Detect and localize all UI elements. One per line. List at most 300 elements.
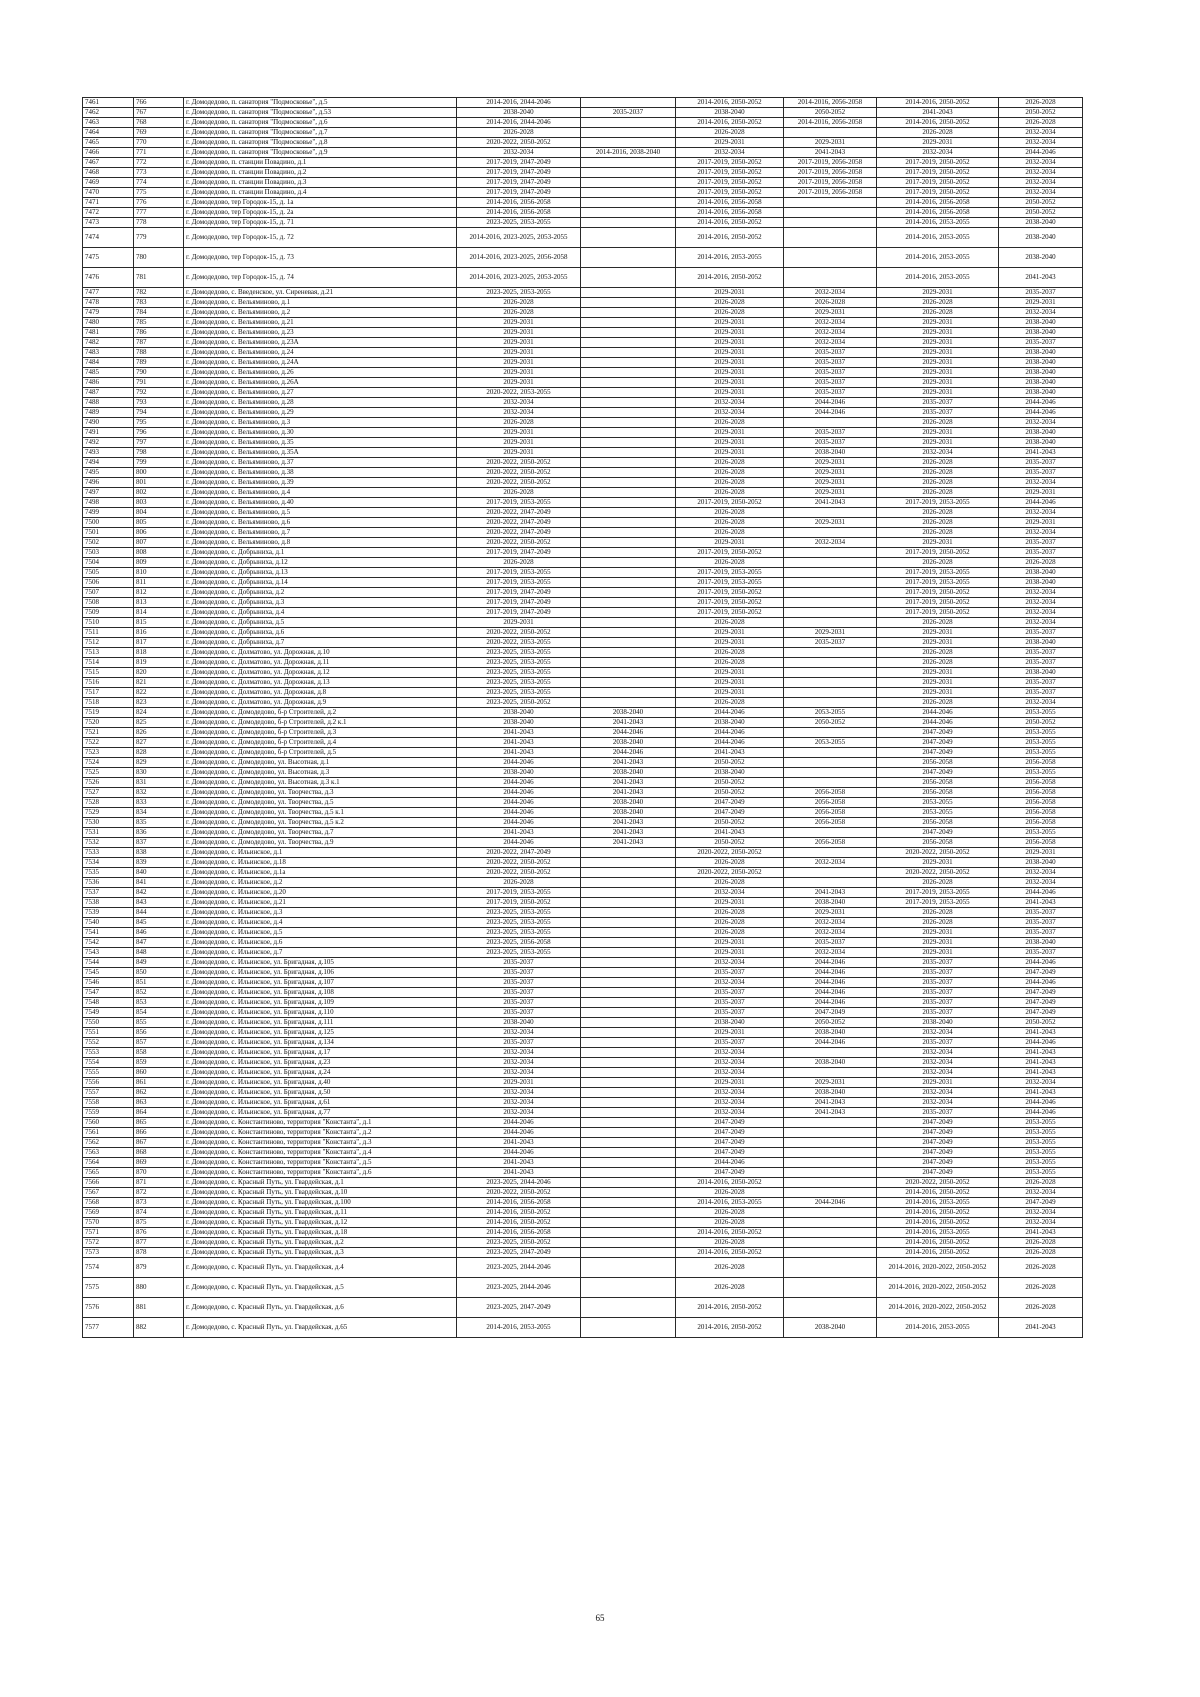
period-col3-cell: 2029-2031 [676, 1028, 784, 1038]
row-number-cell: 7540 [83, 918, 134, 928]
period-col3-cell: 2026-2028 [676, 698, 784, 708]
table-row [83, 658, 1083, 668]
period-col4-cell: 2044-2046 [784, 408, 877, 418]
period-col5-cell: 2014-2016, 2053-2055 [877, 218, 999, 228]
address-cell: г. Домодедово, с. Добрыниха, д.7 [184, 638, 457, 648]
period-col2-cell [581, 1218, 676, 1228]
row-number-cell: 7484 [83, 358, 134, 368]
period-col3-cell: 2035-2037 [676, 998, 784, 1008]
row-number-cell: 7566 [83, 1178, 134, 1188]
period-col1-cell: 2044-2046 [457, 1148, 581, 1158]
row-number-cell: 7464 [83, 128, 134, 138]
period-col1-cell: 2044-2046 [457, 818, 581, 828]
period-col6-cell: 2026-2028 [999, 1248, 1083, 1258]
period-col6-cell: 2032-2034 [999, 1078, 1083, 1088]
period-col3-cell: 2026-2028 [676, 618, 784, 628]
period-col3-cell: 2014-2016, 2050-2052 [676, 228, 784, 248]
object-id-cell: 828 [134, 748, 184, 758]
period-col4-cell [784, 728, 877, 738]
row-number-cell: 7505 [83, 568, 134, 578]
period-col4-cell [784, 1068, 877, 1078]
period-col6-cell: 2056-2058 [999, 838, 1083, 848]
period-col5-cell: 2029-2031 [877, 438, 999, 448]
period-col2-cell [581, 298, 676, 308]
period-col4-cell [784, 218, 877, 228]
period-col3-cell: 2026-2028 [676, 518, 784, 528]
period-col1-cell: 2014-2016, 2023-2025, 2056-2058 [457, 248, 581, 268]
period-col3-cell: 2038-2040 [676, 718, 784, 728]
table-row [83, 1228, 1083, 1238]
period-col5-cell: 2038-2040 [877, 1018, 999, 1028]
period-col1-cell: 2029-2031 [457, 348, 581, 358]
period-col5-cell: 2047-2049 [877, 1118, 999, 1128]
object-id-cell: 847 [134, 938, 184, 948]
table-row [83, 128, 1083, 138]
period-col3-cell: 2026-2028 [676, 648, 784, 658]
period-col1-cell: 2017-2019, 2047-2049 [457, 598, 581, 608]
row-number-cell: 7473 [83, 218, 134, 228]
period-col3-cell: 2044-2046 [676, 738, 784, 748]
period-col2-cell [581, 388, 676, 398]
row-number-cell: 7503 [83, 548, 134, 558]
period-col2-cell [581, 1198, 676, 1208]
table-row [83, 1038, 1083, 1048]
period-col1-cell: 2029-2031 [457, 318, 581, 328]
row-number-cell: 7472 [83, 208, 134, 218]
period-col6-cell: 2032-2034 [999, 128, 1083, 138]
period-col1-cell: 2029-2031 [457, 438, 581, 448]
address-cell: г. Домодедово, с. Домодедово, ул. Творчества, д.5 к.1 [184, 808, 457, 818]
table-row [83, 878, 1083, 888]
object-id-cell: 846 [134, 928, 184, 938]
period-col4-cell [784, 418, 877, 428]
period-col6-cell: 2056-2058 [999, 758, 1083, 768]
period-col2-cell [581, 1068, 676, 1078]
period-col1-cell: 2020-2022, 2050-2052 [457, 858, 581, 868]
period-col2-cell [581, 1128, 676, 1138]
period-col6-cell: 2038-2040 [999, 388, 1083, 398]
period-col1-cell: 2017-2019, 2047-2049 [457, 188, 581, 198]
row-number-cell: 7516 [83, 678, 134, 688]
address-cell: г. Домодедово, с. Домодедово, б-р Строителей, д.4 [184, 738, 457, 748]
table-row [83, 708, 1083, 718]
address-cell: г. Домодедово, тер Городок-15, д. 71 [184, 218, 457, 228]
object-id-cell: 843 [134, 898, 184, 908]
period-col2-cell [581, 138, 676, 148]
period-col3-cell: 2014-2016, 2050-2052 [676, 1248, 784, 1258]
period-col3-cell: 2032-2034 [676, 1088, 784, 1098]
address-cell: г. Домодедово, с. Вельяминово, д.4 [184, 488, 457, 498]
period-col2-cell [581, 508, 676, 518]
period-col5-cell: 2047-2049 [877, 828, 999, 838]
period-col5-cell: 2032-2034 [877, 1058, 999, 1068]
period-col3-cell: 2032-2034 [676, 1058, 784, 1068]
period-col1-cell: 2023-2025, 2056-2058 [457, 938, 581, 948]
period-col4-cell: 2032-2034 [784, 328, 877, 338]
object-id-cell: 880 [134, 1278, 184, 1298]
period-col3-cell: 2017-2019, 2050-2052 [676, 188, 784, 198]
period-col2-cell [581, 1138, 676, 1148]
period-col6-cell: 2056-2058 [999, 778, 1083, 788]
address-cell: г. Домодедово, с. Красный Путь, ул. Гвардейская, д.10 [184, 1188, 457, 1198]
table-row [83, 1298, 1083, 1318]
period-col2-cell [581, 268, 676, 288]
period-col3-cell: 2014-2016, 2056-2058 [676, 198, 784, 208]
period-col2-cell [581, 648, 676, 658]
address-cell: г. Домодедово, с. Вельяминово, д.27 [184, 388, 457, 398]
table-row [83, 308, 1083, 318]
table-row [83, 368, 1083, 378]
address-cell: г. Домодедово, с. Ильинское, д.1 [184, 848, 457, 858]
table-row [83, 1028, 1083, 1038]
period-col4-cell [784, 1298, 877, 1318]
period-col5-cell: 2017-2019, 2053-2055 [877, 898, 999, 908]
address-cell: г. Домодедово, п. санатория "Подмосковье", д.6 [184, 118, 457, 128]
row-number-cell: 7497 [83, 488, 134, 498]
period-col6-cell: 2041-2043 [999, 1058, 1083, 1068]
table-row [83, 698, 1083, 708]
table-row [83, 388, 1083, 398]
period-col3-cell: 2017-2019, 2050-2052 [676, 168, 784, 178]
address-cell: г. Домодедово, с. Ильинское, ул. Бригадная, д.40 [184, 1078, 457, 1088]
object-id-cell: 857 [134, 1038, 184, 1048]
period-col1-cell: 2023-2025, 2053-2055 [457, 678, 581, 688]
address-cell: г. Домодедово, с. Домодедово, ул. Творчества, д.3 [184, 788, 457, 798]
period-col1-cell: 2041-2043 [457, 738, 581, 748]
period-col5-cell: 2014-2016, 2056-2058 [877, 198, 999, 208]
period-col1-cell: 2041-2043 [457, 1168, 581, 1178]
period-col4-cell [784, 248, 877, 268]
period-col4-cell: 2029-2031 [784, 908, 877, 918]
object-id-cell: 851 [134, 978, 184, 988]
period-col4-cell: 2053-2055 [784, 738, 877, 748]
period-col3-cell: 2026-2028 [676, 1188, 784, 1198]
object-id-cell: 786 [134, 328, 184, 338]
table-row [83, 748, 1083, 758]
period-col2-cell: 2038-2040 [581, 708, 676, 718]
period-col3-cell: 2026-2028 [676, 488, 784, 498]
period-col2-cell [581, 918, 676, 928]
object-id-cell: 877 [134, 1238, 184, 1248]
period-col6-cell: 2032-2034 [999, 158, 1083, 168]
period-col1-cell: 2017-2019, 2047-2049 [457, 608, 581, 618]
address-cell: г. Домодедово, тер Городок-15, д. 72 [184, 228, 457, 248]
period-col1-cell: 2020-2022, 2047-2049 [457, 528, 581, 538]
row-number-cell: 7533 [83, 848, 134, 858]
address-cell: г. Домодедово, с. Вельяминово, д.21 [184, 318, 457, 328]
period-col1-cell: 2023-2025, 2053-2055 [457, 668, 581, 678]
object-id-cell: 812 [134, 588, 184, 598]
period-col4-cell: 2035-2037 [784, 428, 877, 438]
period-col5-cell: 2017-2019, 2053-2055 [877, 888, 999, 898]
table-row [83, 478, 1083, 488]
period-col2-cell [581, 358, 676, 368]
period-col5-cell: 2017-2019, 2050-2052 [877, 168, 999, 178]
period-col3-cell: 2032-2034 [676, 1098, 784, 1108]
row-number-cell: 7481 [83, 328, 134, 338]
period-col5-cell: 2020-2022, 2050-2052 [877, 868, 999, 878]
period-col4-cell: 2035-2037 [784, 938, 877, 948]
row-number-cell: 7569 [83, 1208, 134, 1218]
period-col1-cell: 2035-2037 [457, 988, 581, 998]
period-col1-cell: 2035-2037 [457, 968, 581, 978]
period-col4-cell: 2041-2043 [784, 1108, 877, 1118]
address-cell: г. Домодедово, с. Ильинское, ул. Бригадная, д.23 [184, 1058, 457, 1068]
object-id-cell: 769 [134, 128, 184, 138]
period-col5-cell: 2026-2028 [877, 128, 999, 138]
period-col5-cell: 2020-2022, 2050-2052 [877, 848, 999, 858]
address-cell: г. Домодедово, с. Ильинское, д.6 [184, 938, 457, 948]
table-row [83, 808, 1083, 818]
period-col6-cell: 2041-2043 [999, 1088, 1083, 1098]
object-id-cell: 807 [134, 538, 184, 548]
period-col4-cell [784, 828, 877, 838]
period-col2-cell [581, 868, 676, 878]
period-col5-cell: 2029-2031 [877, 938, 999, 948]
row-number-cell: 7500 [83, 518, 134, 528]
table-row [83, 418, 1083, 428]
address-cell: г. Домодедово, с. Красный Путь, ул. Гвардейская, д.5 [184, 1278, 457, 1298]
period-col5-cell: 2035-2037 [877, 1108, 999, 1118]
period-col6-cell: 2032-2034 [999, 1218, 1083, 1228]
table-row [83, 1198, 1083, 1208]
period-col1-cell: 2014-2016, 2044-2046 [457, 98, 581, 108]
period-col4-cell: 2014-2016, 2056-2058 [784, 98, 877, 108]
table-row [83, 548, 1083, 558]
object-id-cell: 771 [134, 148, 184, 158]
table-row [83, 148, 1083, 158]
period-col3-cell: 2032-2034 [676, 398, 784, 408]
row-number-cell: 7494 [83, 458, 134, 468]
period-col6-cell: 2035-2037 [999, 908, 1083, 918]
object-id-cell: 881 [134, 1298, 184, 1318]
table-row [83, 798, 1083, 808]
row-number-cell: 7480 [83, 318, 134, 328]
period-col6-cell: 2056-2058 [999, 818, 1083, 828]
period-col5-cell: 2044-2046 [877, 708, 999, 718]
period-col1-cell: 2044-2046 [457, 798, 581, 808]
period-col5-cell: 2035-2037 [877, 998, 999, 1008]
period-col6-cell: 2053-2055 [999, 1118, 1083, 1128]
table-row [83, 398, 1083, 408]
period-col4-cell: 2056-2058 [784, 838, 877, 848]
object-id-cell: 879 [134, 1258, 184, 1278]
period-col2-cell [581, 1228, 676, 1238]
period-col4-cell: 2029-2031 [784, 1078, 877, 1088]
table-row [83, 448, 1083, 458]
period-col2-cell [581, 348, 676, 358]
address-cell: г. Домодедово, с. Долматово, ул. Дорожная, д.8 [184, 688, 457, 698]
period-col4-cell [784, 578, 877, 588]
period-col5-cell: 2026-2028 [877, 698, 999, 708]
object-id-cell: 797 [134, 438, 184, 448]
address-cell: г. Домодедово, с. Вельяминово, д.29 [184, 408, 457, 418]
period-col1-cell: 2026-2028 [457, 488, 581, 498]
period-col5-cell: 2029-2031 [877, 388, 999, 398]
period-col4-cell [784, 1218, 877, 1228]
address-cell: г. Домодедово, с. Вельяминово, д.8 [184, 538, 457, 548]
period-col2-cell [581, 468, 676, 478]
period-col3-cell: 2014-2016, 2050-2052 [676, 268, 784, 288]
period-col2-cell [581, 498, 676, 508]
period-col2-cell [581, 198, 676, 208]
period-col4-cell: 2044-2046 [784, 1198, 877, 1208]
period-col1-cell: 2017-2019, 2047-2049 [457, 158, 581, 168]
period-col3-cell: 2029-2031 [676, 948, 784, 958]
row-number-cell: 7496 [83, 478, 134, 488]
period-col3-cell: 2050-2052 [676, 758, 784, 768]
period-col6-cell: 2035-2037 [999, 538, 1083, 548]
period-col2-cell [581, 1298, 676, 1318]
period-col2-cell [581, 668, 676, 678]
period-col6-cell: 2038-2040 [999, 858, 1083, 868]
period-col5-cell: 2017-2019, 2050-2052 [877, 588, 999, 598]
address-cell: г. Домодедово, с. Домодедово, ул. Творчества, д.5 к.2 [184, 818, 457, 828]
row-number-cell: 7527 [83, 788, 134, 798]
table-row [83, 718, 1083, 728]
period-col6-cell: 2038-2040 [999, 668, 1083, 678]
object-id-cell: 815 [134, 618, 184, 628]
period-col4-cell [784, 1258, 877, 1278]
period-col3-cell: 2032-2034 [676, 408, 784, 418]
table-row [83, 518, 1083, 528]
row-number-cell: 7483 [83, 348, 134, 358]
row-number-cell: 7553 [83, 1048, 134, 1058]
row-number-cell: 7556 [83, 1078, 134, 1088]
period-col4-cell: 2029-2031 [784, 518, 877, 528]
period-col3-cell: 2029-2031 [676, 1078, 784, 1088]
period-col4-cell [784, 848, 877, 858]
period-col2-cell [581, 458, 676, 468]
period-col6-cell: 2032-2034 [999, 168, 1083, 178]
period-col1-cell: 2026-2028 [457, 558, 581, 568]
row-number-cell: 7518 [83, 698, 134, 708]
table-row [83, 1108, 1083, 1118]
period-col6-cell: 2035-2037 [999, 658, 1083, 668]
object-id-cell: 840 [134, 868, 184, 878]
row-number-cell: 7510 [83, 618, 134, 628]
table-row [83, 998, 1083, 1008]
table-row [83, 578, 1083, 588]
period-col1-cell: 2023-2025, 2053-2055 [457, 918, 581, 928]
period-col2-cell: 2035-2037 [581, 108, 676, 118]
period-col6-cell: 2035-2037 [999, 648, 1083, 658]
row-number-cell: 7506 [83, 578, 134, 588]
period-col6-cell: 2044-2046 [999, 398, 1083, 408]
period-col3-cell: 2035-2037 [676, 968, 784, 978]
period-col2-cell [581, 1048, 676, 1058]
period-col4-cell: 2056-2058 [784, 808, 877, 818]
period-col2-cell [581, 1168, 676, 1178]
period-col1-cell: 2044-2046 [457, 838, 581, 848]
period-col3-cell: 2050-2052 [676, 788, 784, 798]
period-col1-cell: 2041-2043 [457, 1158, 581, 1168]
period-col4-cell: 2035-2037 [784, 638, 877, 648]
period-col1-cell: 2023-2025, 2053-2055 [457, 658, 581, 668]
address-cell: г. Домодедово, с. Константиново, территория "Константа", д.4 [184, 1148, 457, 1158]
period-col1-cell: 2023-2025, 2053-2055 [457, 948, 581, 958]
period-col5-cell: 2017-2019, 2050-2052 [877, 598, 999, 608]
period-col6-cell: 2050-2052 [999, 718, 1083, 728]
row-number-cell: 7565 [83, 1168, 134, 1178]
period-col3-cell: 2017-2019, 2050-2052 [676, 498, 784, 508]
period-col3-cell: 2029-2031 [676, 428, 784, 438]
table-row [83, 178, 1083, 188]
address-cell: г. Домодедово, с. Добрыниха, д.6 [184, 628, 457, 638]
period-col1-cell: 2014-2016, 2053-2055 [457, 1318, 581, 1338]
period-col3-cell: 2029-2031 [676, 438, 784, 448]
period-col1-cell: 2014-2016, 2056-2058 [457, 1198, 581, 1208]
table-row [83, 1178, 1083, 1188]
period-col6-cell: 2038-2040 [999, 638, 1083, 648]
period-col5-cell: 2044-2046 [877, 718, 999, 728]
row-number-cell: 7577 [83, 1318, 134, 1338]
period-col6-cell: 2035-2037 [999, 338, 1083, 348]
address-cell: г. Домодедово, с. Добрыниха, д.14 [184, 578, 457, 588]
row-number-cell: 7531 [83, 828, 134, 838]
address-cell: г. Домодедово, с. Долматово, ул. Дорожная, д.12 [184, 668, 457, 678]
period-col4-cell [784, 198, 877, 208]
object-id-cell: 805 [134, 518, 184, 528]
row-number-cell: 7489 [83, 408, 134, 418]
period-col2-cell [581, 568, 676, 578]
period-col3-cell: 2026-2028 [676, 308, 784, 318]
row-number-cell: 7532 [83, 838, 134, 848]
period-col5-cell: 2014-2016, 2050-2052 [877, 118, 999, 128]
period-col6-cell: 2032-2034 [999, 608, 1083, 618]
period-col4-cell: 2038-2040 [784, 1058, 877, 1068]
row-number-cell: 7550 [83, 1018, 134, 1028]
row-number-cell: 7491 [83, 428, 134, 438]
period-col1-cell: 2017-2019, 2047-2049 [457, 178, 581, 188]
object-id-cell: 862 [134, 1088, 184, 1098]
address-cell: г. Домодедово, с. Ильинское, д.1а [184, 868, 457, 878]
address-cell: г. Домодедово, с. Ильинское, ул. Бригадная, д.108 [184, 988, 457, 998]
period-col1-cell: 2032-2034 [457, 148, 581, 158]
period-col1-cell: 2044-2046 [457, 808, 581, 818]
object-id-cell: 844 [134, 908, 184, 918]
period-col1-cell: 2041-2043 [457, 748, 581, 758]
period-col6-cell: 2044-2046 [999, 978, 1083, 988]
period-col6-cell: 2032-2034 [999, 618, 1083, 628]
table-row [83, 1118, 1083, 1128]
period-col3-cell: 2035-2037 [676, 1038, 784, 1048]
period-col3-cell: 2032-2034 [676, 1068, 784, 1078]
row-number-cell: 7501 [83, 528, 134, 538]
period-col4-cell: 2041-2043 [784, 148, 877, 158]
address-cell: г. Домодедово, п. станции Повадино, д.1 [184, 158, 457, 168]
object-id-cell: 809 [134, 558, 184, 568]
object-id-cell: 770 [134, 138, 184, 148]
period-col6-cell: 2035-2037 [999, 288, 1083, 298]
period-col4-cell [784, 778, 877, 788]
row-number-cell: 7525 [83, 768, 134, 778]
address-cell: г. Домодедово, с. Красный Путь, ул. Гвардейская, д.12 [184, 1218, 457, 1228]
period-col1-cell: 2026-2028 [457, 298, 581, 308]
row-number-cell: 7542 [83, 938, 134, 948]
period-col5-cell: 2014-2016, 2050-2052 [877, 1218, 999, 1228]
row-number-cell: 7551 [83, 1028, 134, 1038]
period-col5-cell: 2047-2049 [877, 728, 999, 738]
period-col4-cell: 2044-2046 [784, 1038, 877, 1048]
object-id-cell: 825 [134, 718, 184, 728]
object-id-cell: 780 [134, 248, 184, 268]
row-number-cell: 7530 [83, 818, 134, 828]
period-col4-cell [784, 1238, 877, 1248]
period-col3-cell: 2047-2049 [676, 1138, 784, 1148]
period-col6-cell: 2032-2034 [999, 598, 1083, 608]
address-cell: г. Домодедово, с. Ильинское, д.18 [184, 858, 457, 868]
